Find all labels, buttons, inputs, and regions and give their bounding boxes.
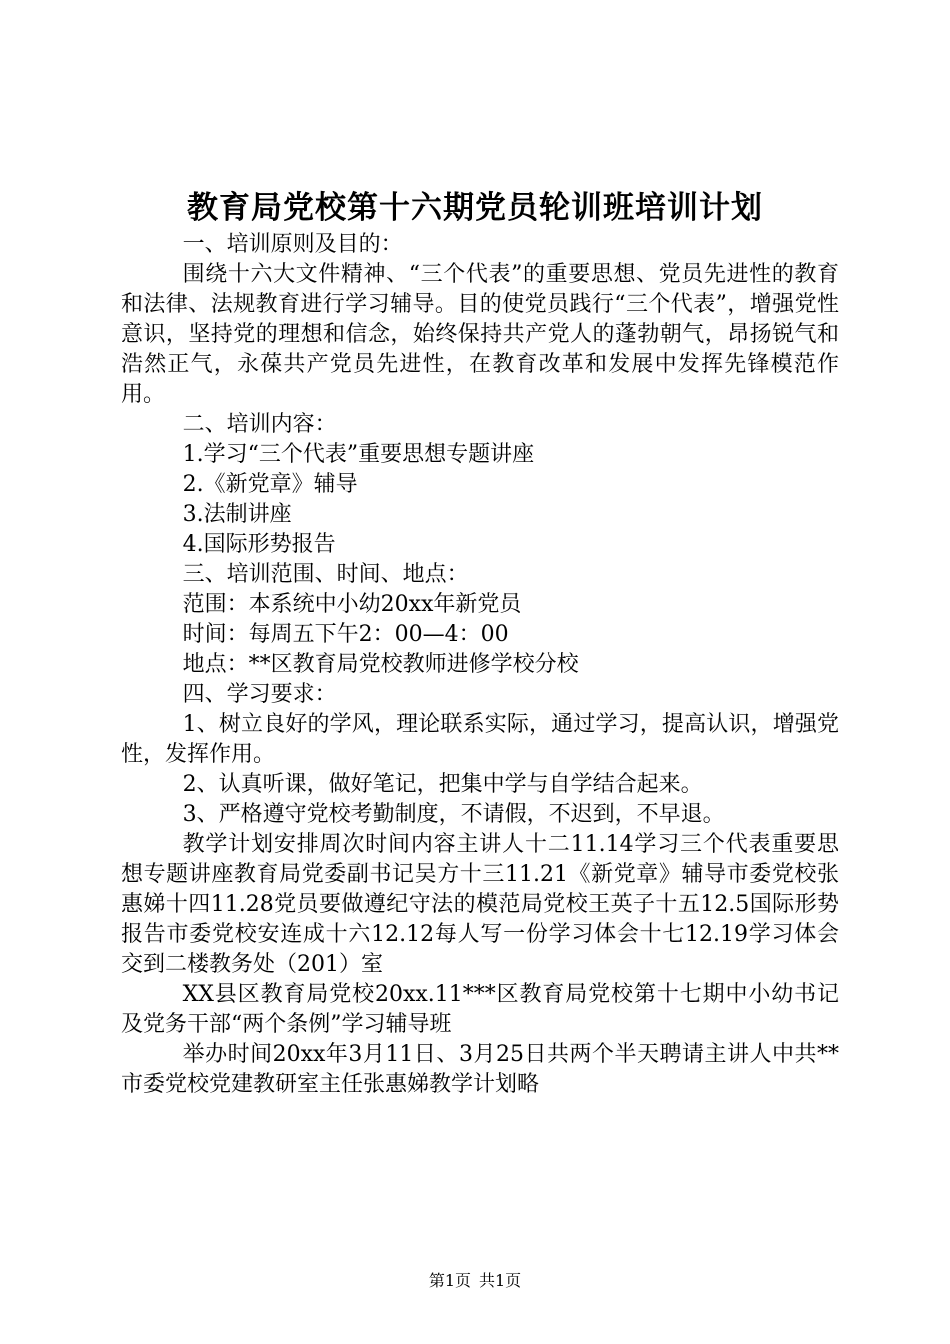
scope-line: 范围：本系统中小幼20xx年新党员: [182, 592, 522, 617]
page-total: 共1页: [479, 1271, 522, 1290]
requirement-2: 2、认真听课，做好笔记，把集中学与自学结合起来。: [182, 772, 703, 797]
section-heading-2: 二、培训内容：: [182, 412, 337, 437]
requirement-1: 1、树立良好的学风，理论联系实际，通过学习，提高认识，增强党性，发挥作用。: [121, 712, 839, 767]
section-heading-4: 四、学习要求：: [182, 682, 337, 707]
location-line: 地点：**区教育局党校教师进修学校分校: [182, 652, 579, 677]
page-footer: [0, 1270, 950, 1292]
content-item-4: 4.国际形势报告: [182, 532, 336, 557]
section-heading-1: 一、培训原则及目的：: [182, 232, 403, 257]
next-class-paragraph: XX县区教育局党校20xx.11***区教育局党校第十七期中小幼书记及党务干部“两个条例”学习辅导班: [121, 982, 839, 1037]
document-title: 教育局党校第十六期党员轮训班培训计划: [187, 190, 763, 226]
content-item-1: 1.学习“三个代表”重要思想专题讲座: [182, 442, 535, 467]
requirement-3: 3、严格遵守党校考勤制度，不请假，不迟到，不早退。: [182, 802, 725, 827]
content-item-2: 2.《新党章》辅导: [182, 472, 358, 497]
content-item-3: 3.法制讲座: [182, 502, 292, 527]
lecturer-paragraph: 举办时间20xx年3月11日、3月25日共两个半天聘请主讲人中共**市委党校党建教研室主任张惠娣教学计划略: [121, 1042, 839, 1097]
schedule-paragraph: 教学计划安排周次时间内容主讲人十二11.14学习三个代表重要思想专题讲座教育局党委副书记吴方十三11.21《新党章》辅导市委党校张惠娣十四11.28党员要做遵纪守法的模范局党校王英子十五12.5国际形势报告市委党校安连成十六12.12每人写一份学习体会十七12.19学习体会交到二楼教务处（201）室: [121, 832, 839, 977]
paragraph-purpose: 围绕十六大文件精神、“三个代表”的重要思想、党员先进性的教育和法律、法规教育进行学习辅导。目的使党员践行“三个代表”，增强党性意识，坚持党的理想和信念，始终保持共产党人的蓬勃朝气，昂扬锐气和浩然正气，永葆共产党员先进性，在教育改革和发展中发挥先锋模范作用。: [121, 262, 839, 407]
document-body: [121, 230, 839, 1100]
section-heading-3: 三、培训范围、时间、地点：: [182, 562, 469, 587]
page-number: 第1页: [428, 1271, 471, 1290]
time-line: 时间：每周五下午2：00—4：00: [182, 622, 509, 647]
